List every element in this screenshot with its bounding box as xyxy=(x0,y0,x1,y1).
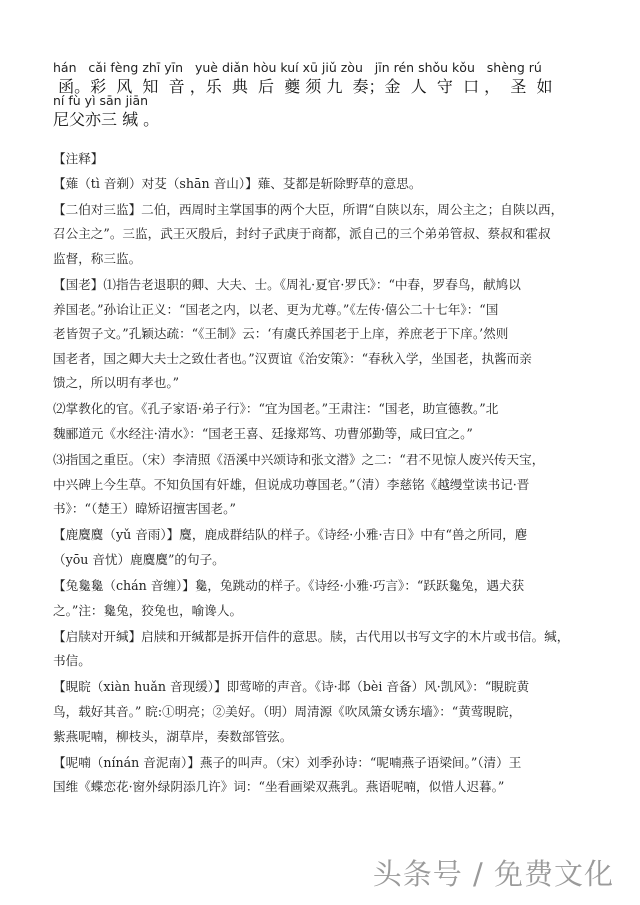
verse-pinyin-line-1: hán cǎi fèng zhī yīn yuè diǎn hòu kuí xū jiǔ zòu jīn rén shǒu kǒu shèng rú xyxy=(53,60,542,75)
annotation-line: ⑵掌教化的官。《孔子家语·弟子行》：“宜为国老。”王肃注：“国老，助宣德教。”北 xyxy=(53,401,499,417)
annotation-line: 监督，称三监。 xyxy=(53,250,142,266)
annotation-entry xyxy=(53,397,598,446)
annotation-line: 养国老。”孙诒让正义：“国老之内，以老、更为尤尊。”《左传·僖公二十七年》：“国 xyxy=(53,301,499,317)
annotation-line: 书信。 xyxy=(53,653,91,669)
annotation-line: （yōu 音忧）鹿麌麌”的句子。 xyxy=(53,552,225,567)
annotation-line: 【兔毚毚（chán 音缠）】毚，兔跳动的样子。《诗经·小雅·巧言》：“跃跃毚兔，遇犬获 xyxy=(53,578,525,594)
annotation-line: 魏郦道元《水经注·清水》：“国老王喜、廷掾郑笃、功曹邠勤等，咸曰宜之。” xyxy=(53,426,473,442)
annotation-entry xyxy=(53,751,598,800)
annotation-entry xyxy=(53,198,598,272)
annotations-section xyxy=(53,147,598,801)
annotation-line: 国老者，国之卿大夫士之致仕者也。”汉贾谊《治安策》：“春秋入学，坐国老，执酱而亲 xyxy=(53,350,532,366)
annotation-entry xyxy=(53,172,598,197)
annotation-line: 【薙（tì 音剃）对芟（shān 音山）】薙、芟都是斩除野草的意思。 xyxy=(53,175,422,191)
annotation-line: 【启牍对开缄】启牍和开缄都是拆开信件的意思。牍，古代用以书写文字的木片或书信。缄， xyxy=(53,628,570,644)
annotation-line: 老皆贺子文。”孔颖达疏：“《王制》云：‘有虞氏养国老于上庠，养庶老于下庠。’然则 xyxy=(53,326,509,342)
verse-pinyin-line-2: ní fù yì sān jiān xyxy=(53,93,149,108)
annotation-line: 【呢喃（nínán 音泥南）】燕子的叫声。（宋）刘季孙诗：“呢喃燕子语梁间。”（清）王 xyxy=(53,754,522,770)
annotation-line: 国维《蝶恋花·窗外绿阴添几许》词：“坐看画梁双燕乳。燕语呢喃，似惜人迟暮。” xyxy=(53,779,505,795)
annotation-line: ⑶指国之重臣。（宋）李清照《浯溪中兴颂诗和张文潜》之二：“君不见惊人废兴传天宝， xyxy=(53,452,545,468)
annotation-entry xyxy=(53,523,598,572)
annotation-line: 中兴碑上今生草。不知负国有奸雄，但说成功尊国老。”（清）李慈铭《越缦堂读书记·晋 xyxy=(53,476,530,492)
annotation-line: 鸟，载好其音。” 睆:①明亮；②美好。（明）周清源《吹凤箫女诱东墙》：“黄莺睍睆， xyxy=(53,704,522,720)
annotation-line: 【国老】⑴指告老退职的卿、大夫、士。《周礼·夏官·罗氏》：“中春，罗春鸟，献鸠以 xyxy=(53,276,521,292)
verse-hanzi-line-1: 函。彩 风 知 音 ，乐 典 后 夔 须 九 奏；金 人 守 口 ， 圣 如 xyxy=(53,77,553,96)
annotation-line: 【二伯对三监】二伯，西周时主掌国事的两个大臣，所谓“自陕以东，周公主之；自陕以西， xyxy=(53,201,564,217)
annotation-entry xyxy=(53,574,598,623)
annotation-entry xyxy=(53,625,598,674)
annotations-heading: 【注释】 xyxy=(53,151,104,166)
annotation-line: 紫燕呢喃，柳枝头，湖草岸，奏数部管弦。 xyxy=(53,728,293,744)
annotation-line: 书》：“（楚王）暐矫诏擅害国老。” xyxy=(53,501,236,517)
annotation-line: 馈之，所以明有孝也。” xyxy=(53,375,180,391)
annotation-line: 之。”注：毚兔，狡兔也，喻谗人。 xyxy=(53,602,243,618)
annotation-line: 【鹿麌麌（yǔ 音雨）】麌，鹿成群结队的样子。《诗经·小雅·吉日》中有“兽之所同，麀 xyxy=(53,527,528,543)
annotation-entry xyxy=(53,448,598,522)
watermark: 头条号 / 免费文化 xyxy=(372,857,614,891)
annotation-entry xyxy=(53,273,598,396)
annotation-line: 【睍睆（xiàn huǎn 音现缓）】即莺啼的声音。《诗·邶（bèi 音备）风·凯风》：“睍睆黄 xyxy=(53,679,530,695)
verse-hanzi-line-2: 尼父亦三 缄 。 xyxy=(53,110,160,129)
annotation-entry xyxy=(53,675,598,749)
annotation-line: 召公主之”。三监，武王灭殷后，封纣子武庚于商都，派自己的三个弟弟管叔、蔡叔和霍叔 xyxy=(53,226,551,242)
